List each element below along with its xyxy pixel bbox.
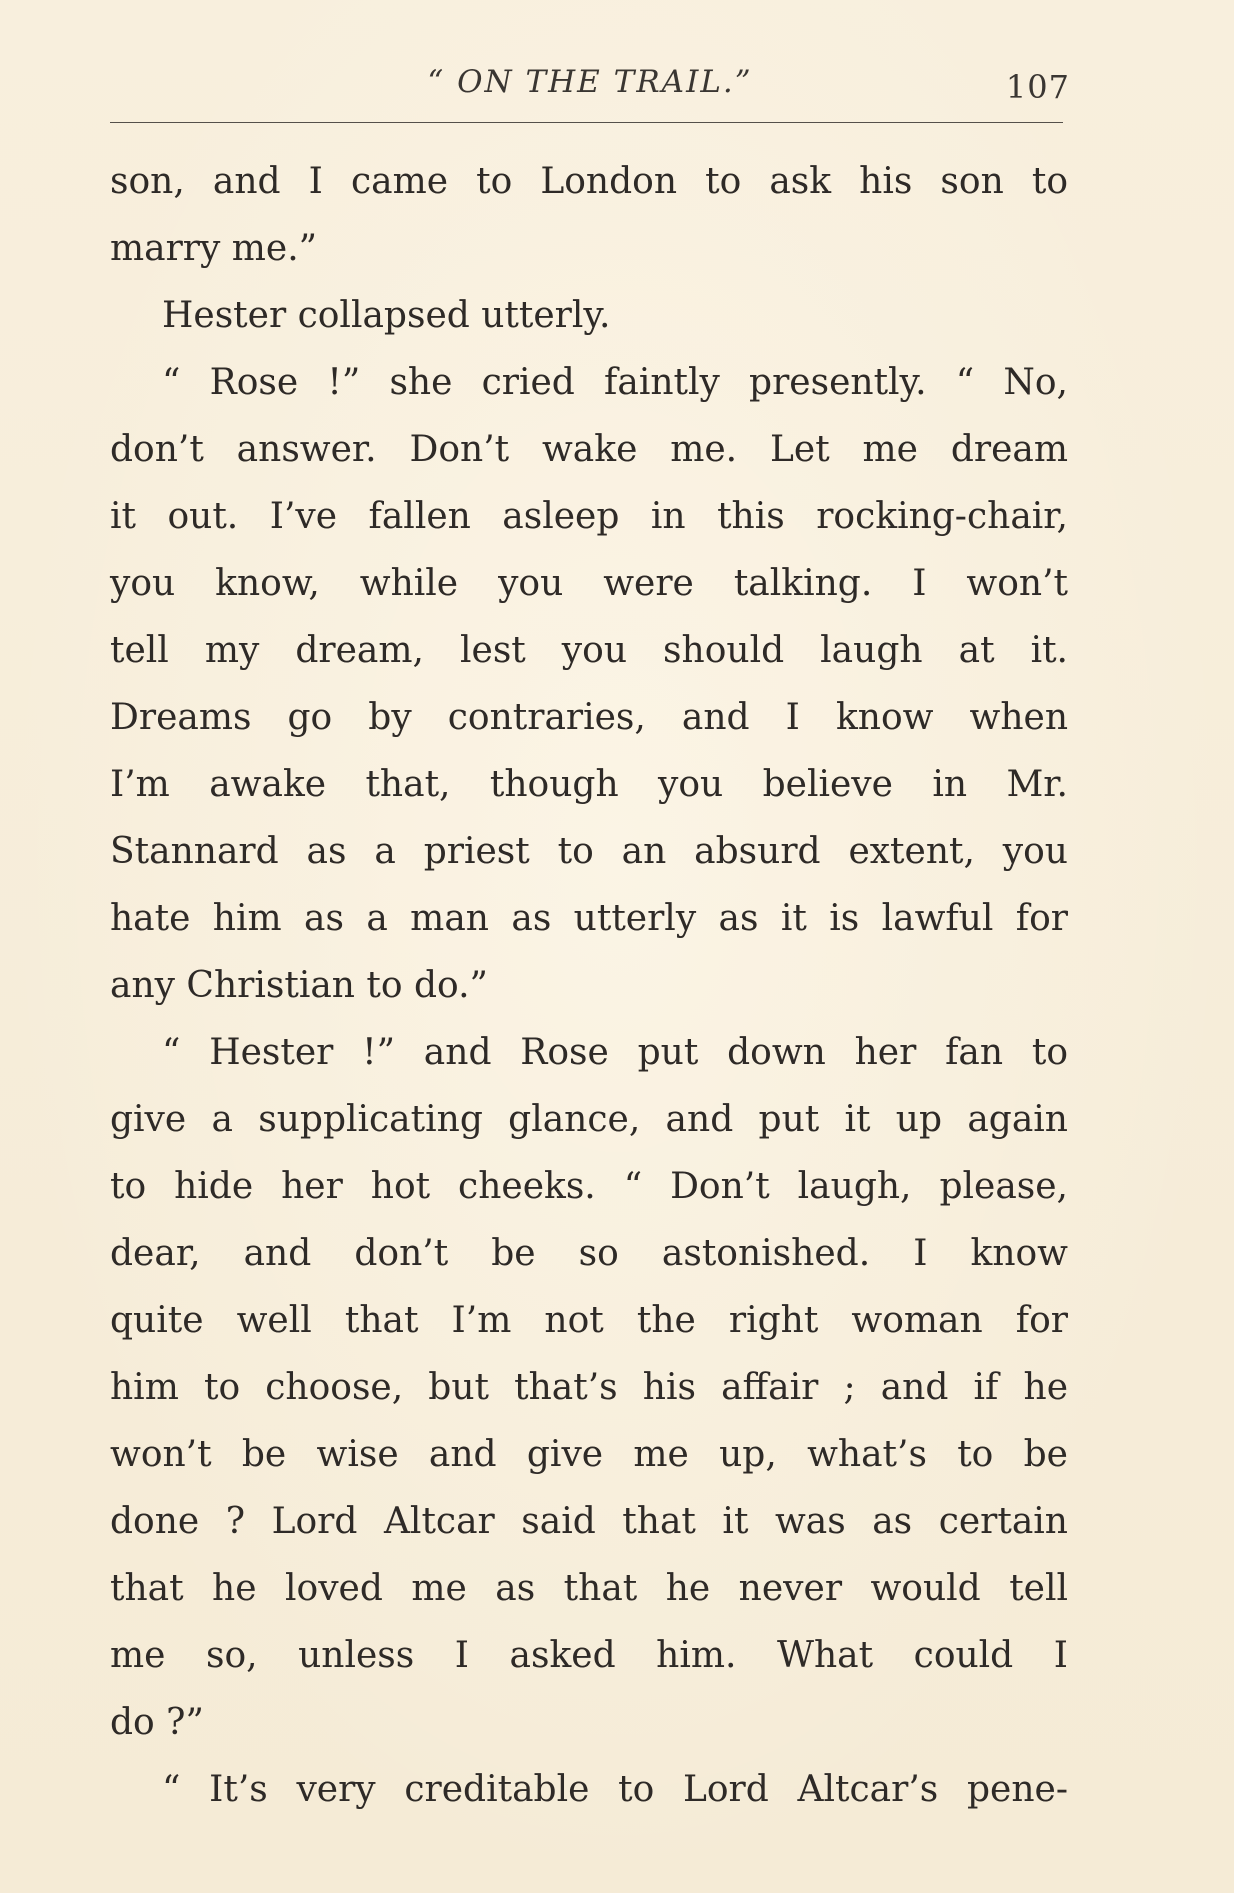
- text-line: “ Rose !” she cried faintly presently. “ No,: [162, 362, 1068, 403]
- text-line: tell my dream, lest you should laugh at it.: [110, 630, 1068, 671]
- text-line: I’m awake that, though you believe in Mr.: [110, 764, 1068, 805]
- text-line: “ It’s very creditable to Lord Altcar’s pene-: [162, 1769, 1068, 1810]
- text-line: hate him as a man as utterly as it is lawful for: [110, 898, 1068, 939]
- header-rule: [110, 122, 1063, 123]
- page-header: [110, 58, 1070, 108]
- text-line: dear, and don’t be so astonished. I know: [110, 1233, 1068, 1274]
- text-line: that he loved me as that he never would tell: [110, 1568, 1068, 1609]
- text-line: it out. I’ve fallen asleep in this rocking-chair,: [110, 496, 1068, 537]
- text-line: Dreams go by contraries, and I know when: [110, 697, 1068, 738]
- text-line: me so, unless I asked him. What could I: [110, 1635, 1068, 1676]
- text-line: do ?”: [110, 1702, 204, 1743]
- text-line: Stannard as a priest to an absurd extent, you: [110, 831, 1068, 872]
- text-line: any Christian to do.”: [110, 965, 488, 1006]
- text-line: done ? Lord Altcar said that it was as certain: [110, 1501, 1068, 1542]
- text-line: marry me.”: [110, 228, 318, 269]
- body-text: [110, 148, 1068, 1823]
- text-line: quite well that I’m not the right woman for: [110, 1300, 1068, 1341]
- text-line: “ Hester !” and Rose put down her fan to: [162, 1032, 1068, 1073]
- text-line: to hide her hot cheeks. “ Don’t laugh, please,: [110, 1166, 1068, 1207]
- text-line: won’t be wise and give me up, what’s to be: [110, 1434, 1068, 1475]
- text-line: him to choose, but that’s his affair ; and if he: [110, 1367, 1068, 1408]
- text-line: Hester collapsed utterly.: [162, 295, 611, 336]
- text-line: don’t answer. Don’t wake me. Let me dream: [110, 429, 1068, 470]
- text-line: son, and I came to London to ask his son to: [110, 161, 1068, 202]
- page-number: 107: [1005, 68, 1070, 106]
- text-line: you know, while you were talking. I won’t: [110, 563, 1068, 604]
- running-head: “ ON THE TRAIL.”: [427, 64, 753, 100]
- text-line: give a supplicating glance, and put it up again: [110, 1099, 1068, 1140]
